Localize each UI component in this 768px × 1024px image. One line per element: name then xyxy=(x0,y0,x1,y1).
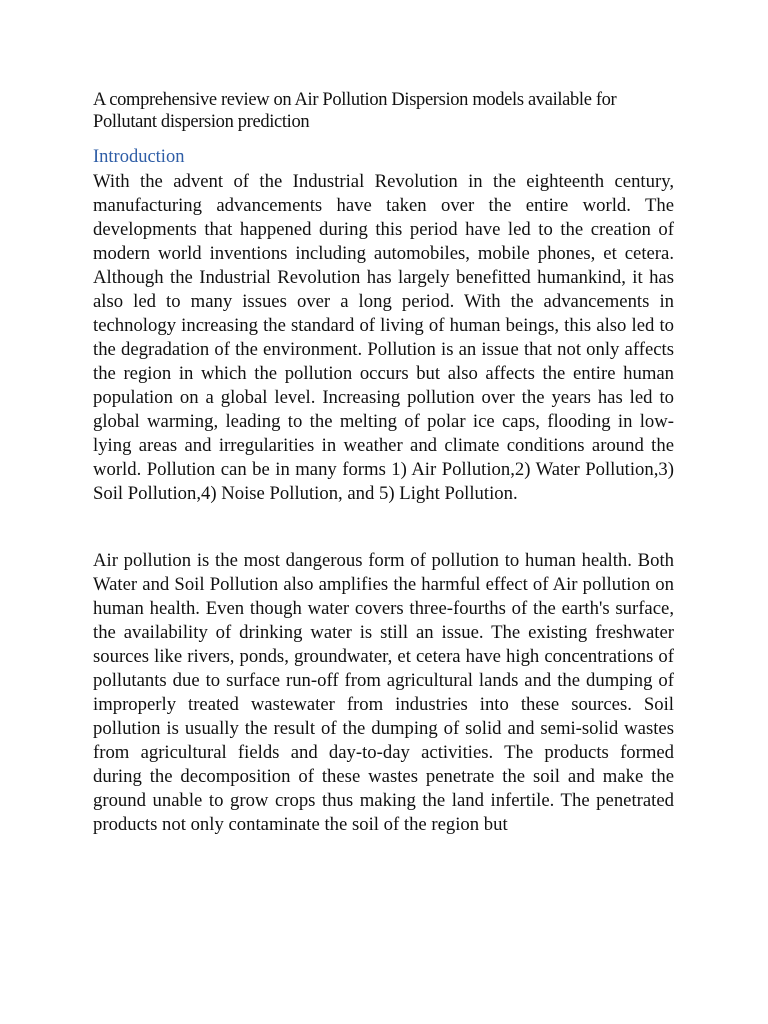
paragraph-1: With the advent of the Industrial Revolution in the eighteenth century, manufacturing advancements have taken over the entire world. The developments that happened during this period have led to the creation of modern world inventions including automobiles, mobile phones, et cetera. Although the Industrial Revolution has largely benefitted humankind, it has also led to many issues over a long period. With the advancements in technology increasing the standard of living of human beings, this also led to the degradation of the environment. Pollution is an issue that not only affects the region in which the pollution occurs but also affects the entire human population on a global level. Increasing pollution over the years has led to global warming, leading to the melting of polar ice caps, flooding in low-lying areas and irregularities in weather and climate conditions around the world. Pollution can be in many forms 1) Air Pollution,2) Water Pollution,3) Soil Pollution,4) Noise Pollution, and 5) Light Pollution. xyxy=(93,171,674,504)
section-heading-introduction: Introduction xyxy=(93,147,185,167)
paragraph-2: Air pollution is the most dangerous form of pollution to human health. Both Water and Soil Pollution also amplifies the harmful effect of Air pollution on human health. Even though water covers three-fourths of the earth's surface, the availability of drinking water is still an issue. The existing freshwater sources like rivers, ponds, groundwater, et cetera have high concentrations of pollutants due to surface run-off from agricultural lands and the dumping of improperly treated wastewater from industries into these sources. Soil pollution is usually the result of the dumping of solid and semi-solid wastes from agricultural fields and day-to-day activities. The products formed during the decomposition of these wastes penetrate the soil and make the ground unable to grow crops thus making the land infertile. The penetrated products not only contaminate the soil of the region but xyxy=(93,550,674,835)
document-title: A comprehensive review on Air Pollution Dispersion models available for Pollutant dispersion prediction xyxy=(93,90,617,132)
document-page xyxy=(93,89,674,837)
